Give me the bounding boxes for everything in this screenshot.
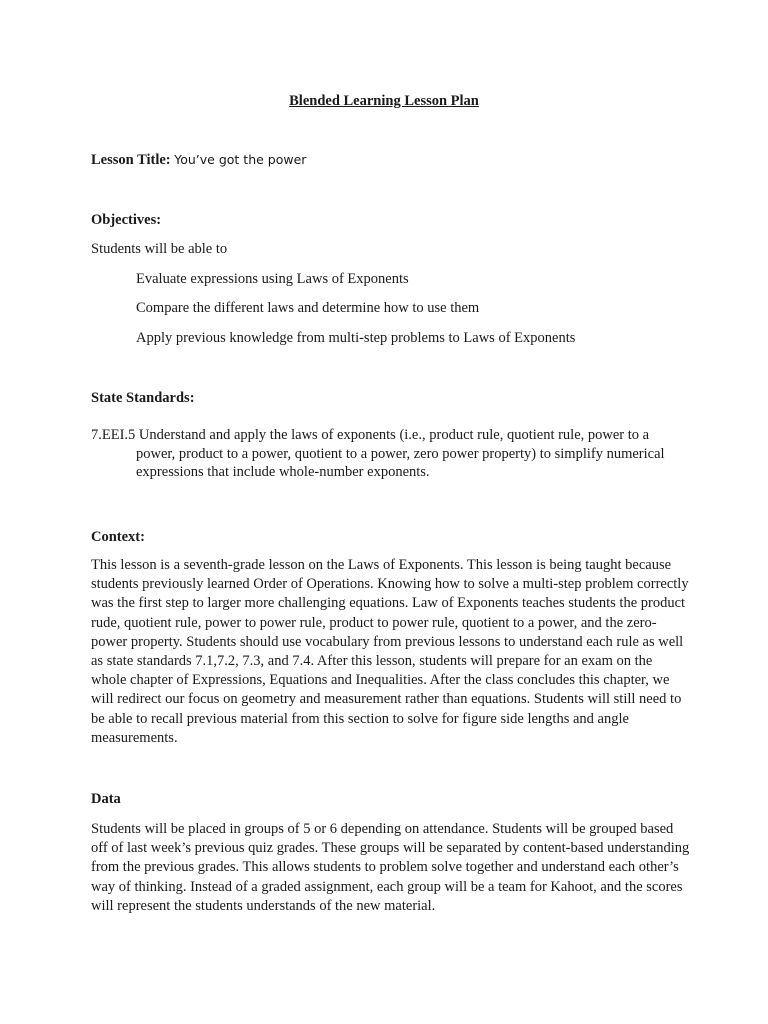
lesson-title-value: You’ve got the power	[174, 152, 307, 167]
context-paragraph: This lesson is a seventh-grade lesson on the Laws of Exponents. This lesson is being taught because students previously learned Order of Operations. Knowing how to solve a multi-step problem correctly was the first step to larger more challenging equations. Law of Exponents teaches students the product rude, quotient rule, power to power rule, product to power rule, quotient to a power, and the zero-power property. Students should use vocabulary from previous lessons to understand each rule as well as state standards 7.1,7.2, 7.3, and 7.4. After this lesson, students will prepare for an exam on the whole chapter of Expressions, Equations and Inequalities. After the class concludes this chapter, we will redirect our focus on geometry and measurement rather than equations. Students will still need to be able to recall previous material from this section to solve for figure side lengths and angle measurements.	[91, 557, 689, 746]
objective-item: Compare the different laws and determine how to use them	[136, 300, 480, 316]
lesson-title-label: Lesson Title:	[91, 152, 171, 168]
document-title: Blended Learning Lesson Plan	[289, 93, 479, 109]
data-paragraph: Students will be placed in groups of 5 or 6 depending on attendance. Students will be grouped based off of last week’s previous quiz grades. These groups will be separated by content-based understanding from the previous grades. This allows students to problem solve together and understand each other’s way of thinking. Instead of a graded assignment, each group will be a team for Kahoot, and the scores will represent the students understands of the new material.	[91, 821, 690, 914]
lesson-title-row	[91, 152, 306, 169]
state-standard-text: 7.EEI.5 Understand and apply the laws of exponents (i.e., product rule, quotient rule, power to a power, product to a power, quotient to a power, zero power property) to simplify numerical expressions that include whole-number exponents.	[91, 427, 665, 480]
state-standards-heading: State Standards:	[91, 390, 195, 406]
context-heading: Context:	[91, 529, 145, 545]
data-heading: Data	[91, 791, 121, 807]
objective-item: Apply previous knowledge from multi-step problems to Laws of Exponents	[136, 330, 576, 346]
objectives-intro: Students will be able to	[91, 241, 228, 257]
objectives-heading: Objectives:	[91, 212, 162, 228]
objective-item: Evaluate expressions using Laws of Exponents	[136, 271, 409, 287]
